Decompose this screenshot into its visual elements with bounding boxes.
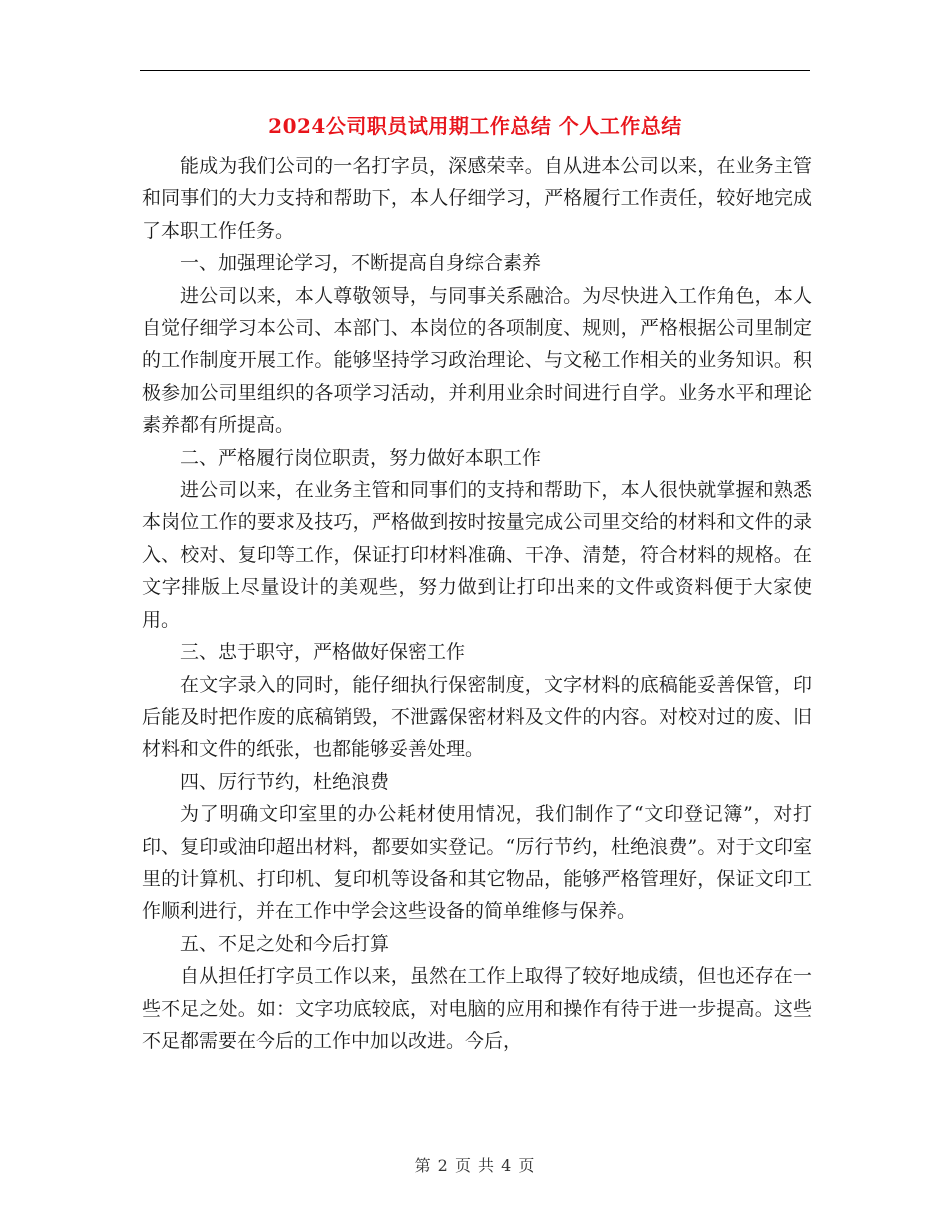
- header-rule: [140, 70, 810, 71]
- paragraph-3: 在文字录入的同时，能仔细执行保密制度，文字材料的底稿能妥善保管，印后能及时把作废的底稿销毁，不泄露保密材料及文件的内容。对校对过的废、旧材料和文件的纸张，也都能够妥善处理。: [142, 673, 812, 761]
- page-footer: 第 2 页 共 4 页: [414, 1156, 536, 1175]
- paragraph-intro: 能成为我们公司的一名打字员，深感荣幸。自从进本公司以来，在业务主管和同事们的大力支持和帮助下，本人仔细学习，严格履行工作责任，较好地完成了本职工作任务。: [142, 155, 812, 242]
- section-heading-1: 一、加强理论学习，不断提高自身综合素养: [180, 252, 542, 275]
- paragraph-4: 为了明确文印室里的办公耗材使用情况，我们制作了“文印登记簿”，对打印、复印或油印超出材料，都要如实登记。“厉行节约，杜绝浪费”。对于文印室里的计算机、打印机、复印机等设备和其它物品，能够严格管理好，保证文印工作顺利进行，并在工作中学会这些设备的简单维修与保养。: [142, 803, 812, 923]
- section-heading-3: 三、忠于职守，严格做好保密工作: [180, 641, 466, 664]
- document-title: 2024公司职员试用期工作总结 个人工作总结: [268, 114, 682, 138]
- section-heading-5: 五、不足之处和今后打算: [180, 932, 390, 955]
- paragraph-1: 进公司以来，本人尊敬领导，与同事关系融洽。为尽快进入工作角色，本人自觉仔细学习本公司、本部门、本岗位的各项制度、规则，严格根据公司里制定的工作制度开展工作。能够坚持学习政治理论、与文秘工作相关的业务知识。积极参加公司里组织的各项学习活动，并利用业余时间进行自学。业务水平和理论素养都有所提高。: [142, 284, 812, 437]
- section-heading-2: 二、严格履行岗位职责，努力做好本职工作: [180, 446, 542, 469]
- section-heading-4: 四、厉行节约，杜绝浪费: [180, 770, 390, 793]
- paragraph-2: 进公司以来，在业务主管和同事们的支持和帮助下，本人很快就掌握和熟悉本岗位工作的要求及技巧，严格做到按时按量完成公司里交给的材料和文件的录入、校对、复印等工作，保证打印材料准确、干净、清楚，符合材料的规格。在文字排版上尽量设计的美观些，努力做到让打印出来的文件或资料便于大家使用。: [142, 479, 812, 631]
- paragraph-5: 自从担任打字员工作以来，虽然在工作上取得了较好地成绩，但也还存在一些不足之处。如：文字功底较底，对电脑的应用和操作有待于进一步提高。这些不足都需要在今后的工作中加以改进。今后，: [142, 965, 812, 1052]
- document-body: [142, 150, 812, 1057]
